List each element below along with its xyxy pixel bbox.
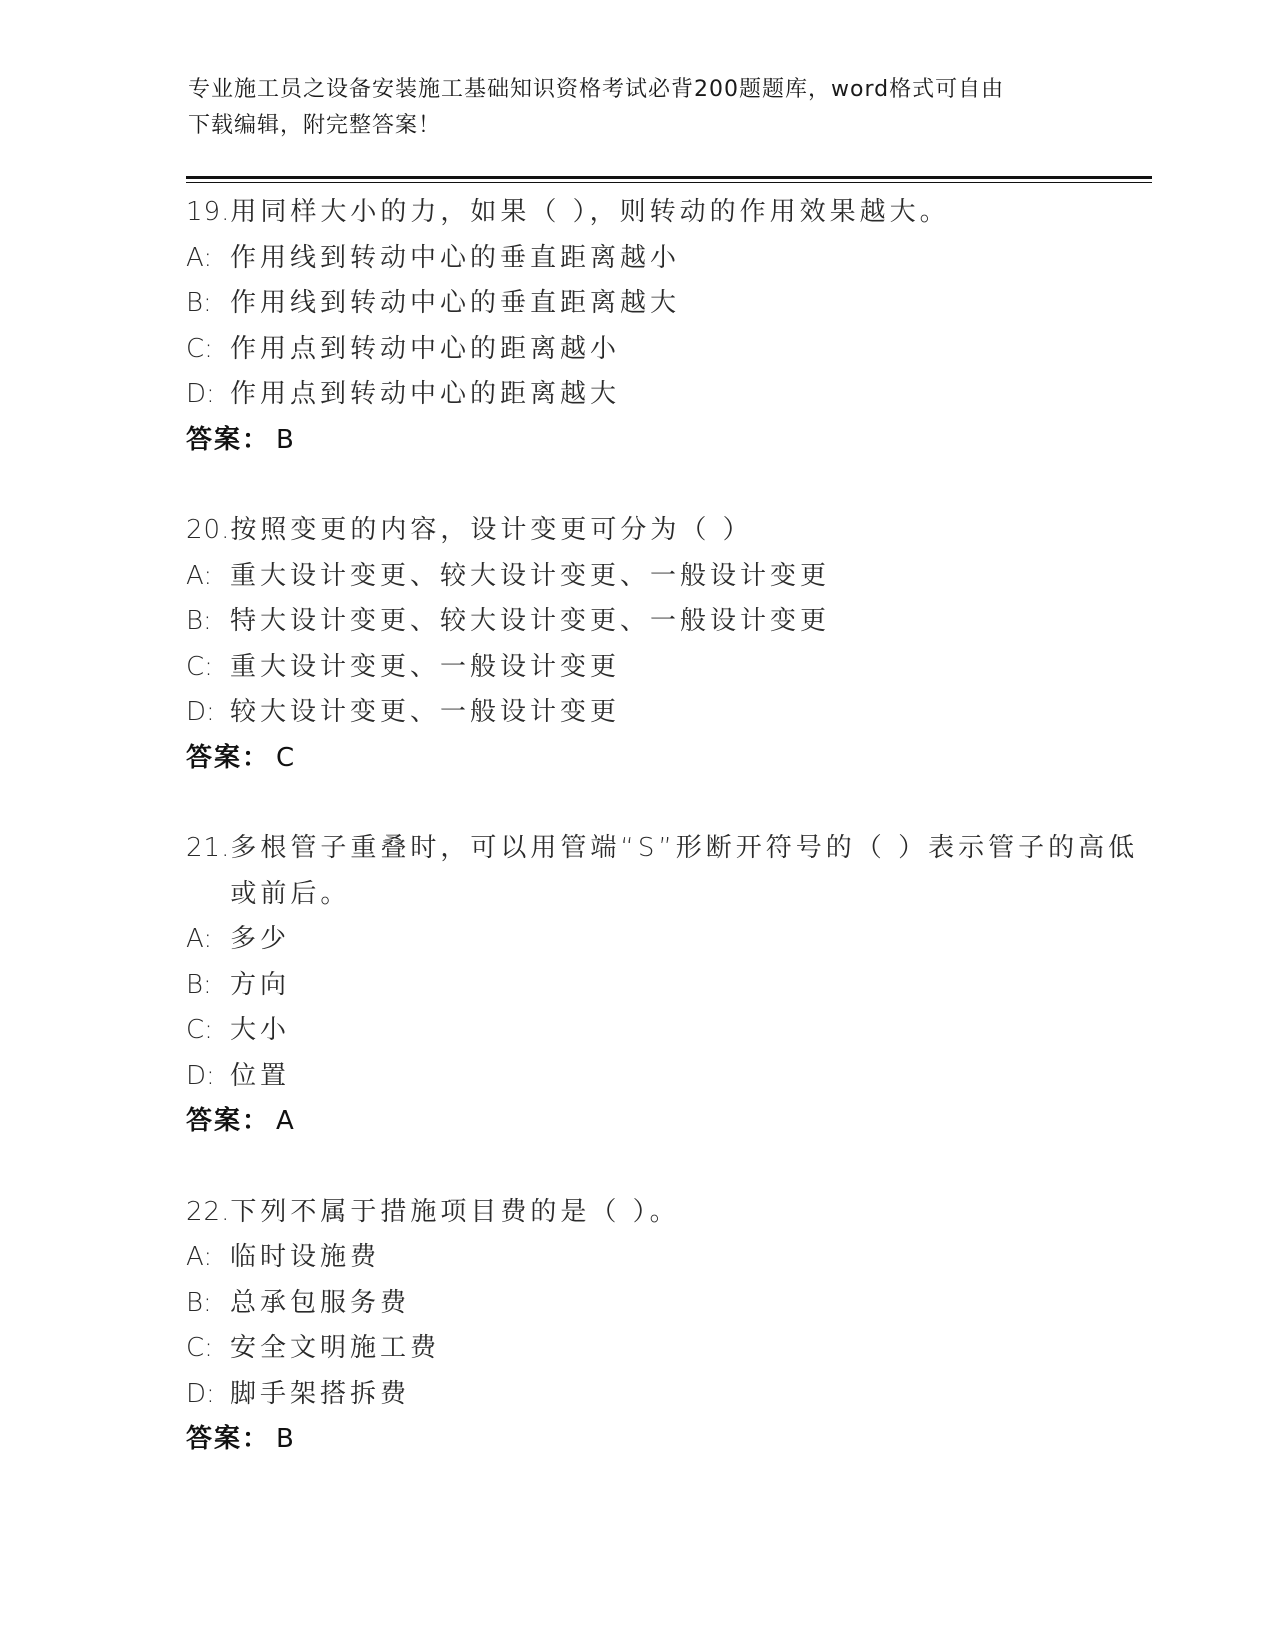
option-a <box>186 917 1152 963</box>
answer-line <box>186 418 1152 464</box>
answer-value: A <box>276 1106 296 1136</box>
option-text: 作用点到转动中心的距离越大 <box>230 379 621 409</box>
question-number: 19. <box>186 197 231 227</box>
option-d <box>186 690 1152 736</box>
question-stem <box>186 1190 1152 1236</box>
option-text: 重大设计变更、一般设计变更 <box>230 651 621 682</box>
header-divider-thin <box>186 182 1152 183</box>
option-text: 作用点到转动中心的距离越小 <box>230 333 621 364</box>
question-number: 22. <box>186 1196 231 1227</box>
header-divider-thick <box>186 176 1152 179</box>
option-text: 特大设计变更、较大设计变更、一般设计变更 <box>230 606 831 636</box>
option-a <box>186 236 1152 282</box>
question-item <box>186 190 1152 463</box>
option-letter: D: <box>186 1378 215 1409</box>
option-d <box>186 372 1152 418</box>
answer-line <box>186 1099 1152 1145</box>
option-text: 总承包服务费 <box>230 1287 411 1318</box>
option-letter: D: <box>186 697 215 727</box>
option-a <box>186 1235 1152 1281</box>
option-d <box>186 1054 1152 1100</box>
question-text: 多根管子重叠时，可以用管端“S”形断开符号的（ ）表示管子的高低或前后。 <box>230 833 1139 909</box>
answer-label: 答案： <box>186 742 271 773</box>
option-text: 多少 <box>230 924 291 954</box>
option-text: 重大设计变更、较大设计变更、一般设计变更 <box>230 560 831 591</box>
answer-label: 答案： <box>186 1424 271 1454</box>
option-letter: C: <box>186 1015 213 1045</box>
answer-label: 答案： <box>186 424 271 455</box>
answer-line <box>186 1417 1152 1463</box>
option-b <box>186 599 1152 645</box>
header-line-1: 专业施工员之设备安装施工基础知识资格考试必背200题题库，word格式可自由 <box>188 77 1005 102</box>
question-item <box>186 508 1152 781</box>
option-b <box>186 1281 1152 1327</box>
option-d <box>186 1372 1152 1418</box>
option-letter: D: <box>186 379 215 409</box>
option-c <box>186 1008 1152 1054</box>
question-stem <box>186 190 1152 236</box>
option-b <box>186 281 1152 327</box>
option-text: 方向 <box>230 969 291 1000</box>
option-text: 脚手架搭拆费 <box>230 1378 411 1409</box>
question-stem <box>186 826 1152 917</box>
header-line-2: 下载编辑，附完整答案！ <box>188 113 442 138</box>
option-text: 安全文明施工费 <box>230 1333 441 1363</box>
question-item <box>186 1190 1152 1463</box>
option-c <box>186 1326 1152 1372</box>
option-letter: B: <box>186 288 212 318</box>
question-text: 按照变更的内容，设计变更可分为（ ） <box>230 515 753 545</box>
option-letter: C: <box>186 651 213 682</box>
option-letter: B: <box>186 969 212 1000</box>
option-letter: B: <box>186 1287 212 1318</box>
question-stem <box>186 508 1152 554</box>
option-c <box>186 645 1152 691</box>
question-text: 用同样大小的力，如果（ ），则转动的作用效果越大。 <box>230 197 950 227</box>
question-number: 20. <box>186 515 231 545</box>
option-text: 临时设施费 <box>230 1242 381 1272</box>
answer-value: C <box>276 742 297 773</box>
option-text: 作用线到转动中心的垂直距离越大 <box>230 288 681 318</box>
answer-value: B <box>276 424 296 455</box>
question-number: 21. <box>186 833 231 863</box>
option-a <box>186 554 1152 600</box>
option-letter: A: <box>186 242 213 273</box>
answer-value: B <box>276 1424 296 1454</box>
option-text: 大小 <box>230 1015 291 1045</box>
answer-label: 答案： <box>186 1106 271 1136</box>
question-list <box>186 190 1152 1508</box>
option-letter: D: <box>186 1060 215 1091</box>
question-text: 下列不属于措施项目费的是（ ）。 <box>230 1196 680 1227</box>
option-c <box>186 327 1152 373</box>
option-text: 位置 <box>230 1060 291 1091</box>
option-letter: C: <box>186 1333 213 1363</box>
option-text: 作用线到转动中心的垂直距离越小 <box>230 242 681 273</box>
option-letter: A: <box>186 1242 213 1272</box>
option-letter: B: <box>186 606 212 636</box>
answer-line <box>186 736 1152 782</box>
question-item <box>186 826 1152 1145</box>
document-header <box>188 72 1088 144</box>
option-letter: C: <box>186 333 213 364</box>
option-b <box>186 963 1152 1009</box>
option-letter: A: <box>186 924 213 954</box>
option-letter: A: <box>186 560 213 591</box>
option-text: 较大设计变更、一般设计变更 <box>230 697 621 727</box>
